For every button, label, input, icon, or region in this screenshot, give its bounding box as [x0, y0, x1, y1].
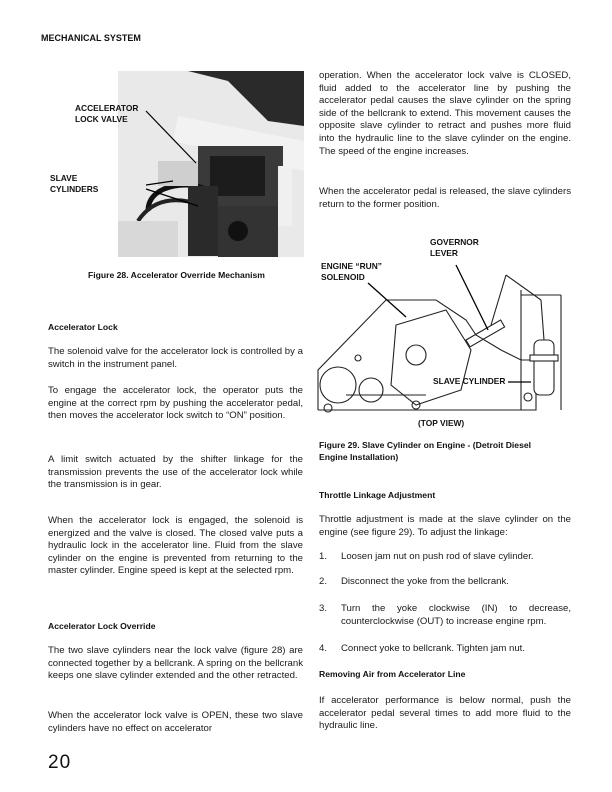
list-number: 3. — [319, 603, 328, 614]
label-top-view: (TOP VIEW) — [418, 418, 465, 428]
paragraph: To engage the accelerator lock, the operator puts the engine at the correct rpm by pushing the accelerator pedal, then moves the accelerator lock switch to “ON” position. — [48, 385, 303, 422]
page-number: 20 — [48, 752, 72, 773]
paragraph: The solenoid valve for the accelerator lock is controlled by a switch in the instrument panel. — [48, 346, 303, 370]
label-slave-cylinder: SLAVE CYLINDER — [433, 376, 506, 386]
list-text: Loosen jam nut on push rod of slave cylinder. — [341, 551, 534, 562]
list-number: 1. — [319, 551, 328, 562]
label-line: ENGINE “RUN” — [321, 261, 382, 271]
caption-line: Figure 29. Slave Cylinder on Engine - (Detroit Diesel — [319, 440, 532, 450]
heading-accelerator-lock: Accelerator Lock — [48, 322, 118, 332]
paragraph: When the accelerator lock valve is OPEN, these two slave cylinders have no effect on accelerator — [48, 710, 303, 734]
label-engine-run-solenoid — [321, 261, 382, 283]
heading-removing-air: Removing Air from Accelerator Line — [319, 669, 466, 679]
label-governor-lever — [430, 237, 479, 259]
engine-mechanism-photo-icon — [118, 71, 304, 257]
list-text: Disconnect the yoke from the bellcrank. — [341, 576, 509, 587]
paragraph: The two slave cylinders near the lock valve (figure 28) are connected together by a bellcrank. A spring on the bellcrank keeps one slave cylinder extended and the other retracted. — [48, 645, 303, 682]
heading-throttle-linkage-adjustment: Throttle Linkage Adjustment — [319, 490, 436, 500]
figure-28-caption: Figure 28. Accelerator Override Mechanism — [88, 270, 265, 280]
caption-line: Engine Installation) — [319, 451, 399, 462]
figure-28-photo — [118, 71, 304, 257]
list-text: Turn the yoke clockwise (IN) to decrease, counterclockwise (OUT) to increase engine rpm. — [341, 603, 571, 627]
label-line: GOVERNOR — [430, 237, 479, 247]
label-line: SOLENOID — [321, 272, 365, 282]
label-line: SLAVE — [50, 173, 78, 183]
label-slave-cylinders — [50, 173, 98, 194]
list-number: 2. — [319, 576, 328, 587]
label-line: ACCELERATOR — [75, 103, 139, 113]
paragraph: If accelerator performance is below normal, push the accelerator pedal several times to add more fluid to the hydraulic line. — [319, 695, 571, 732]
label-line: CYLINDERS — [50, 183, 99, 194]
label-accelerator-lock-valve — [75, 103, 138, 124]
list-number: 4. — [319, 643, 328, 654]
paragraph: operation. When the accelerator lock valve is CLOSED, fluid added to the accelerator line by pushing the accelerator pedal causes the slave cylinder on the spring side of the bellcrank to extend. This movement causes the opposite slave cylinder to retract and pushes more fluid into the hydraulic line to the slave cylinder on the engine. The speed of the engine increases. — [319, 70, 571, 157]
paragraph: Throttle adjustment is made at the slave cylinder on the engine (see figure 29). To adjust the linkage: — [319, 514, 571, 538]
paragraph: When the accelerator pedal is released, the slave cylinders return to the former position. — [319, 186, 571, 210]
paragraph: When the accelerator lock is engaged, the solenoid is energized and the valve is closed. The closed valve puts a hydraulic lock in the accelerator line. Fluid from the slave cylinder on the engine is prevented from returning to the master cylinder. Engine speed is kept at the selected rpm. — [48, 515, 303, 577]
section-header: MECHANICAL SYSTEM — [41, 33, 141, 43]
label-line: LEVER — [430, 248, 458, 258]
figure-29-caption — [319, 440, 573, 463]
heading-accelerator-lock-override: Accelerator Lock Override — [48, 621, 156, 631]
paragraph: A limit switch actuated by the shifter linkage for the transmission prevents the use of the accelerator lock while the transmission is in gear. — [48, 454, 303, 491]
list-text: Connect yoke to bellcrank. Tighten jam nut. — [341, 643, 525, 654]
label-line: LOCK VALVE — [75, 113, 128, 124]
